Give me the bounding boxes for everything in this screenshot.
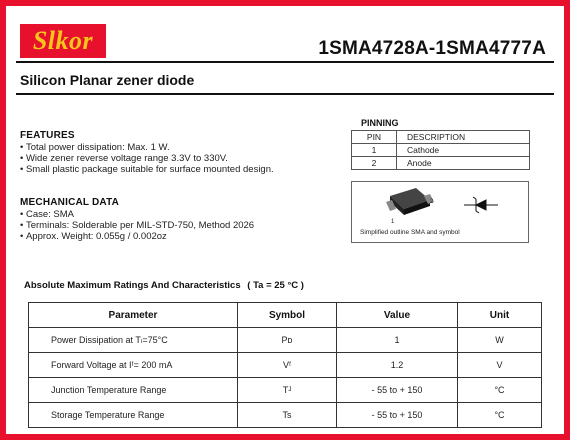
zener-diode-symbol-icon xyxy=(464,197,498,213)
mechanical-title: MECHANICAL DATA xyxy=(20,197,120,208)
cell-unit: °C xyxy=(458,378,542,403)
header-parameter: Parameter xyxy=(29,303,238,328)
pin-description: Anode xyxy=(397,157,530,170)
cell-unit: W xyxy=(458,328,542,353)
mechanical-list xyxy=(20,209,254,242)
ratings-title: Absolute Maximum Ratings And Characteristics xyxy=(24,280,241,291)
cell-unit: V xyxy=(458,353,542,378)
cell-parameter: Forward Voltage at Iᶠ= 200 mA xyxy=(29,353,238,378)
cell-symbol: Vᶠ xyxy=(238,353,337,378)
header-symbol: Symbol xyxy=(238,303,337,328)
mechanical-item: • Approx. Weight: 0.055g / 0.002oz xyxy=(20,231,254,242)
table-row xyxy=(29,378,542,403)
sma-package-icon xyxy=(386,188,434,215)
datasheet-page xyxy=(6,6,564,434)
product-subtitle: Silicon Planar zener diode xyxy=(20,72,195,88)
subtitle-divider xyxy=(16,93,554,95)
cell-value: - 55 to + 150 xyxy=(337,403,458,428)
mechanical-item: • Case: SMA xyxy=(20,209,254,220)
feature-item: • Wide zener reverse voltage range 3.3V to 330V. xyxy=(20,153,274,164)
header-value: Value xyxy=(337,303,458,328)
table-row xyxy=(29,353,542,378)
pin-label-2: 2 xyxy=(430,199,434,205)
pinning-title: PINNING xyxy=(361,118,399,128)
pin-number: 2 xyxy=(352,157,397,170)
table-row xyxy=(29,328,542,353)
cell-value: 1.2 xyxy=(337,353,458,378)
cell-symbol: Tᴶ xyxy=(238,378,337,403)
cell-symbol: Pᴅ xyxy=(238,328,337,353)
pin-label-1: 1 xyxy=(391,219,395,225)
package-drawing xyxy=(352,182,528,228)
package-outline-box xyxy=(351,181,529,243)
cell-unit: °C xyxy=(458,403,542,428)
part-number: 1SMA4728A-1SMA4777A xyxy=(318,38,546,59)
pin-number: 1 xyxy=(352,144,397,157)
ratings-table xyxy=(28,302,542,428)
header-unit: Unit xyxy=(458,303,542,328)
pinning-table xyxy=(351,130,530,170)
features-title: FEATURES xyxy=(20,130,75,141)
brand-logo xyxy=(20,24,106,58)
mechanical-item: • Terminals: Solderable per MIL-STD-750, Method 2026 xyxy=(20,220,254,231)
ratings-caption xyxy=(24,280,304,291)
pinning-header-description: DESCRIPTION xyxy=(397,131,530,144)
ratings-header-row xyxy=(29,303,542,328)
cell-parameter: Power Dissipation at Tₗ=75°C xyxy=(29,328,238,353)
features-list xyxy=(20,142,274,175)
package-caption: Simplified outline SMA and symbol xyxy=(360,229,460,236)
cell-value: 1 xyxy=(337,328,458,353)
pinning-row xyxy=(352,157,530,170)
cell-value: - 55 to + 150 xyxy=(337,378,458,403)
table-row xyxy=(29,403,542,428)
pinning-header-pin: PIN xyxy=(352,131,397,144)
cell-parameter: Storage Temperature Range xyxy=(29,403,238,428)
pinning-row xyxy=(352,144,530,157)
cell-parameter: Junction Temperature Range xyxy=(29,378,238,403)
feature-item: • Total power dissipation: Max. 1 W. xyxy=(20,142,274,153)
feature-item: • Small plastic package suitable for surface mounted design. xyxy=(20,164,274,175)
logo-text: Slkor xyxy=(32,26,94,55)
cell-symbol: Ts xyxy=(238,403,337,428)
pinning-header-row xyxy=(352,131,530,144)
pin-description: Cathode xyxy=(397,144,530,157)
header-divider xyxy=(16,61,554,63)
ratings-condition: ( Ta = 25 °C ) xyxy=(247,280,304,291)
